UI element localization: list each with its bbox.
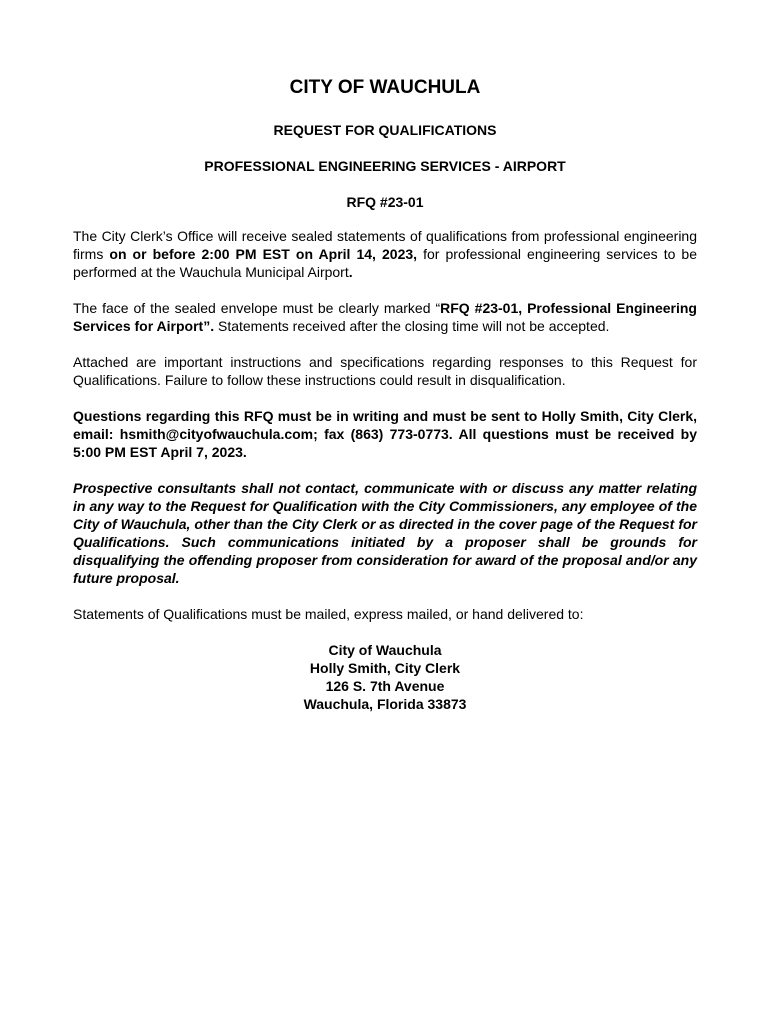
deadline-text: on or before 2:00 PM EST on April 14, 2023, <box>109 246 418 262</box>
envelope-paragraph <box>73 299 697 335</box>
delivery-paragraph: Statements of Qualifications must be mailed, express mailed, or hand delivered to: <box>73 606 584 622</box>
intro-text: The City Clerk’s Office will receive sealed statements of qualifications from professional engineering firms <box>73 228 697 262</box>
rfq-number: RFQ #23-01 <box>346 194 424 210</box>
rfq-heading: REQUEST FOR QUALIFICATIONS <box>273 122 497 138</box>
instructions-paragraph: Attached are important instructions and specifications regarding responses to this Request for Qualifications. Failure to follow these instructions could result in disqualification. <box>73 354 697 388</box>
address-line-city: Wauchula, Florida 33873 <box>303 696 467 712</box>
service-heading: PROFESSIONAL ENGINEERING SERVICES - AIRPORT <box>204 158 566 174</box>
envelope-marking: RFQ #23-01, Professional Engineering Services for Airport”. <box>73 300 697 334</box>
no-contact-paragraph: Prospective consultants shall not contact, communicate with or discuss any matter relating in any way to the Request for Qualification with the City Commissioners, any employee of the City of Wauchula, other than the City Clerk or as directed in the cover page of the Request for Qualifications. Such communications initiated by a proposer shall be grounds for disqualifying the offending proposer from consideration for award of the proposal and/or any future proposal. <box>73 480 697 586</box>
mailing-address <box>73 641 697 713</box>
intro-period: . <box>348 264 353 280</box>
intro-text-cont: for professional engineering services to be performed at the Wauchula Municipal Airport <box>73 246 697 280</box>
intro-paragraph <box>73 227 697 281</box>
document-page <box>73 76 697 713</box>
envelope-text: The face of the sealed envelope must be clearly marked “ <box>73 300 441 316</box>
envelope-text-cont: Statements received after the closing time will not be accepted. <box>214 318 610 334</box>
address-line-street: 126 S. 7th Avenue <box>325 678 445 694</box>
page-title: CITY OF WAUCHULA <box>289 77 481 98</box>
address-line-org: City of Wauchula <box>328 642 442 658</box>
address-line-contact: Holly Smith, City Clerk <box>309 660 461 676</box>
questions-paragraph: Questions regarding this RFQ must be in writing and must be sent to Holly Smith, City Clerk, email: hsmith@cityofwauchula.com; fax (863) 773-0773. All questions must be received by 5:00 PM EST April 7, 2023. <box>73 408 697 460</box>
